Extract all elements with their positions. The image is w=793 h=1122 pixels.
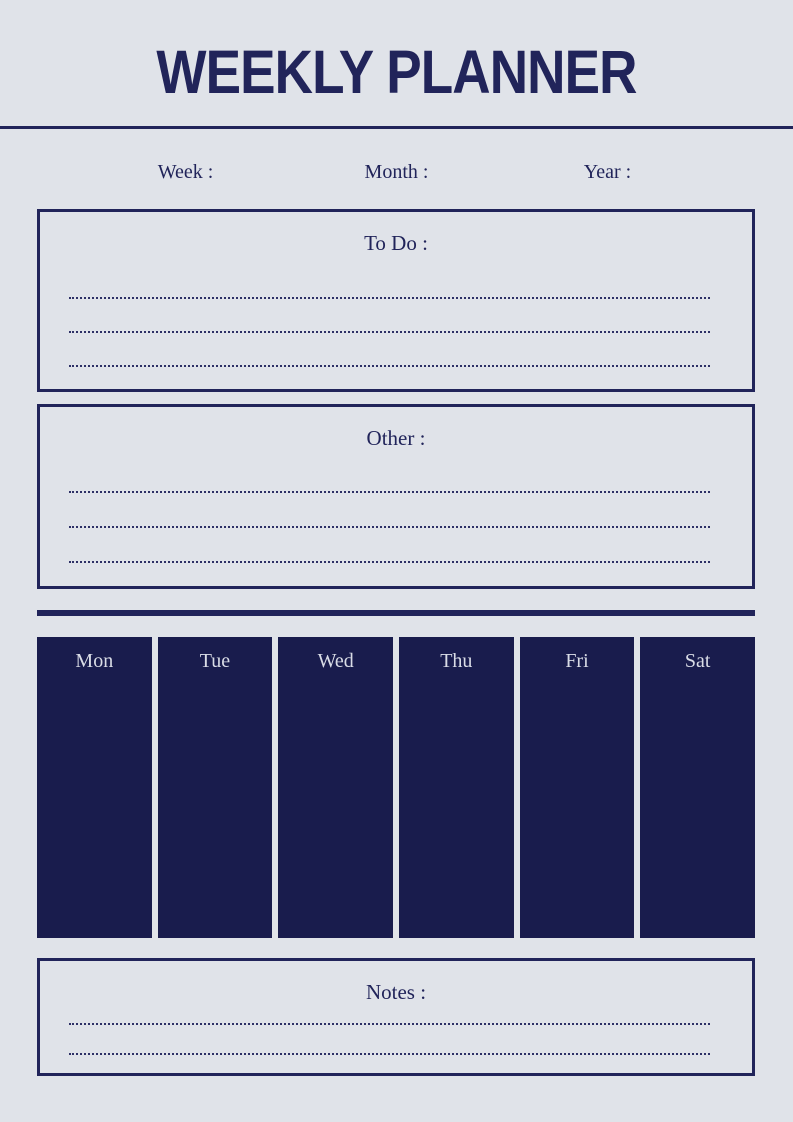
week-label: Week :: [157, 161, 214, 183]
day-label: Wed: [317, 650, 354, 672]
other-write-line[interactable]: [69, 491, 710, 493]
year-label: Year :: [583, 161, 632, 183]
other-write-line[interactable]: [69, 526, 710, 528]
month-label: Month :: [364, 161, 429, 183]
day-column-tue[interactable]: [158, 637, 273, 938]
todo-write-line[interactable]: [69, 297, 710, 299]
day-label: Tue: [199, 650, 231, 672]
day-column-wed[interactable]: [278, 637, 393, 938]
day-column-fri[interactable]: [520, 637, 635, 938]
day-label: Mon: [75, 650, 114, 672]
meta-row: [80, 160, 713, 184]
week-days-grid: [37, 637, 755, 938]
other-write-line[interactable]: [69, 561, 710, 563]
other-title: Other :: [366, 426, 426, 450]
page-title: WEEKLY PLANNER: [156, 38, 637, 106]
section-divider: [37, 610, 755, 616]
other-section: [37, 404, 755, 589]
todo-write-line[interactable]: [69, 331, 710, 333]
year-field[interactable]: [502, 160, 713, 184]
notes-write-line[interactable]: [69, 1023, 710, 1025]
day-column-thu[interactable]: [399, 637, 514, 938]
day-column-sat[interactable]: [640, 637, 755, 938]
todo-title: To Do :: [364, 231, 428, 255]
notes-section: [37, 958, 755, 1076]
day-label: Thu: [440, 650, 473, 672]
notes-write-line[interactable]: [69, 1053, 710, 1055]
day-column-mon[interactable]: [37, 637, 152, 938]
day-label: Sat: [684, 650, 711, 672]
todo-write-line[interactable]: [69, 365, 710, 367]
month-field[interactable]: [291, 160, 502, 184]
week-field[interactable]: [80, 160, 291, 184]
notes-title: Notes :: [365, 980, 427, 1004]
header-divider: [0, 126, 793, 129]
day-label: Fri: [565, 650, 589, 672]
todo-section: [37, 209, 755, 392]
